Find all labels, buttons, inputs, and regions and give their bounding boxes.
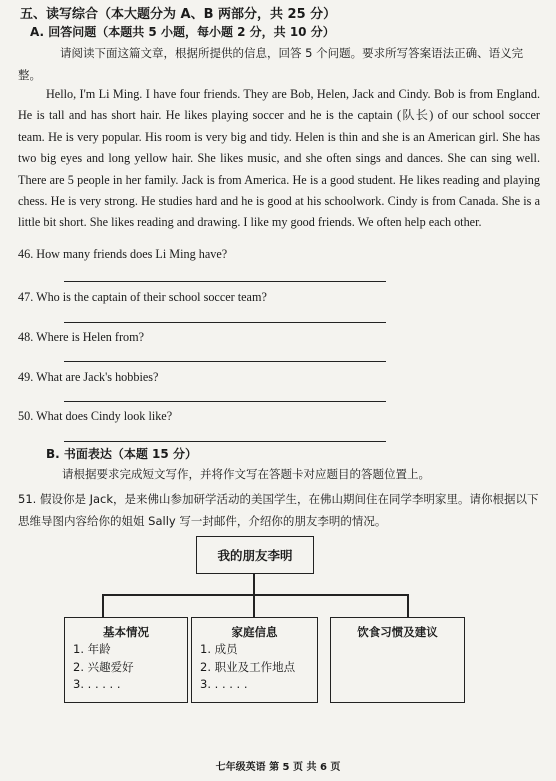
question-number: 46. (18, 247, 34, 261)
part-b-heading: B. 书面表达（本题 15 分） (46, 447, 197, 461)
mindmap-center-label: 我的朋友李明 (217, 548, 293, 563)
question-number: 49. (18, 370, 34, 384)
node-item: 2. 职业及工作地点 (200, 660, 296, 674)
question-text: Where is Helen from? (36, 330, 145, 344)
question-text: What are Jack's hobbies? (36, 370, 159, 384)
answer-line-50[interactable] (64, 441, 386, 442)
question-46 (18, 247, 227, 262)
page-footer: 七年级英语 第 5 页 共 6 页 (215, 762, 341, 773)
question-49 (18, 370, 158, 385)
part-a-instructions: 请阅读下面这篇文章，根据所提供的信息，回答 5 个问题。要求所写答案语法正确、语义完整。 (18, 46, 524, 82)
mindmap-connector-vertical (253, 573, 255, 595)
node-title: 饮食习惯及建议 (357, 625, 438, 639)
answer-line-47[interactable] (64, 322, 386, 323)
mindmap-connector-right (407, 594, 409, 617)
node-title: 基本情况 (103, 625, 149, 639)
mindmap-connector-left (102, 594, 104, 617)
mindmap-node-family-info (191, 617, 318, 703)
question-text: How many friends does Li Ming have? (36, 247, 228, 261)
question-47 (18, 290, 267, 305)
question-50 (18, 409, 172, 424)
question-number: 48. (18, 330, 34, 344)
answer-line-46[interactable] (64, 281, 386, 282)
question-number: 47. (18, 290, 34, 304)
part-b-instructions: 请根据要求完成短文写作，并将作文写在答题卡对应题目的答题位置上。 (62, 467, 430, 481)
mindmap-center-node (196, 536, 314, 574)
answer-line-48[interactable] (64, 361, 386, 362)
question-number: 50. (18, 409, 34, 423)
question-text: Who is the captain of their school soccer team? (36, 290, 267, 304)
node-item: 1. 成员 (200, 642, 238, 656)
part-a-heading: A. 回答问题（本题共 5 小题，每小题 2 分，共 10 分） (30, 25, 335, 39)
node-item: 3. . . . . . (73, 677, 121, 691)
passage-text: Hello, I'm Li Ming. I have four friends. They are Bob, Helen, Jack and Cindy. Bob is from England. He is tall and has short hair. He likes playing soccer and he is the captain (队长) of our school soccer team. He is very popular. His room is very big and tidy. Helen is thin and she is an American girl. She has two big eyes and long yellow hair. She likes music, and she often sings and dances. She can sing well. There are 5 people in her family. Jack is from America. He is a good student. He likes reading and playing chess. He is very strong. He studies hard and he is good at his schoolwork. Cindy is from Canada. She is a little bit short. She likes reading and drawing. I like my good friends. We often help each other. (18, 87, 540, 230)
node-item: 1. 年龄 (73, 642, 111, 656)
answer-line-49[interactable] (64, 401, 386, 402)
question-48 (18, 330, 144, 345)
section-heading: 五、读写综合（本大题分为 A、B 两部分，共 25 分） (20, 7, 337, 22)
node-title: 家庭信息 (231, 625, 278, 639)
node-item: 2. 兴趣爱好 (73, 660, 134, 674)
writing-task: 51. 假设你是 Jack，是来佛山参加研学活动的美国学生，在佛山期间住在同学李明家里。请你根据以下思维导图内容给你的姐姐 Sally 写一封邮件，介绍你的朋友李明的情况。 (18, 492, 539, 528)
mindmap-node-diet (330, 617, 465, 703)
question-text: What does Cindy look like? (36, 409, 173, 423)
mindmap-node-basic-info (64, 617, 188, 703)
mindmap-connector-middle (253, 594, 255, 617)
node-item: 3. . . . . . (200, 677, 248, 691)
reading-passage (18, 84, 540, 234)
mindmap-connector-horizontal (102, 594, 408, 596)
